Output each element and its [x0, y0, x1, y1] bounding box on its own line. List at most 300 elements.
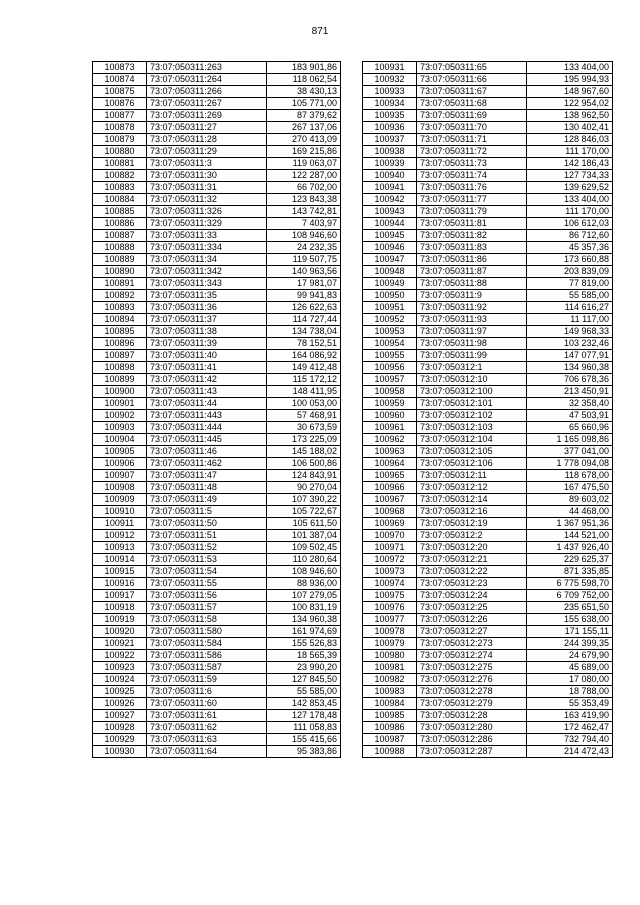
cadastral-number: 73:07:050311:343 [147, 278, 267, 290]
cadastral-number: 73:07:050312:103 [417, 422, 527, 434]
amount: 90 270,04 [267, 482, 341, 494]
amount: 161 974,69 [267, 626, 341, 638]
cadastral-number: 73:07:050311:97 [417, 326, 527, 338]
table-row [93, 182, 341, 194]
table-row [363, 170, 613, 182]
cadastral-number: 73:07:050311:73 [417, 158, 527, 170]
amount: 7 403,97 [267, 218, 341, 230]
cadastral-number: 73:07:050311:88 [417, 278, 527, 290]
table-row [93, 338, 341, 350]
amount: 17 080,00 [527, 674, 613, 686]
amount: 47 503,91 [527, 410, 613, 422]
row-number: 100958 [363, 386, 417, 398]
table-row [93, 638, 341, 650]
table-row [363, 506, 613, 518]
row-number: 100941 [363, 182, 417, 194]
table-row [363, 614, 613, 626]
cadastral-number: 73:07:050311:443 [147, 410, 267, 422]
cadastral-number: 73:07:050312:275 [417, 662, 527, 674]
cadastral-number: 73:07:050311:83 [417, 242, 527, 254]
amount: 66 702,00 [267, 182, 341, 194]
amount: 114 727,44 [267, 314, 341, 326]
row-number: 100962 [363, 434, 417, 446]
cadastral-number: 73:07:050311:6 [147, 686, 267, 698]
table-row [363, 698, 613, 710]
table-row [363, 338, 613, 350]
cadastral-number: 73:07:050311:74 [417, 170, 527, 182]
amount: 169 215,86 [267, 146, 341, 158]
cadastral-number: 73:07:050311:3 [147, 158, 267, 170]
cadastral-number: 73:07:050311:27 [147, 122, 267, 134]
amount: 173 225,09 [267, 434, 341, 446]
amount: 95 383,86 [267, 746, 341, 758]
table-row [93, 494, 341, 506]
table-row [93, 578, 341, 590]
table-row [363, 158, 613, 170]
table-row [363, 266, 613, 278]
row-number: 100967 [363, 494, 417, 506]
cadastral-number: 73:07:050311:93 [417, 314, 527, 326]
right-table [362, 61, 613, 758]
amount: 55 585,00 [267, 686, 341, 698]
row-number: 100916 [93, 578, 147, 590]
cadastral-number: 73:07:050311:62 [147, 722, 267, 734]
table-row [363, 134, 613, 146]
amount: 377 041,00 [527, 446, 613, 458]
row-number: 100922 [93, 650, 147, 662]
row-number: 100977 [363, 614, 417, 626]
cadastral-number: 73:07:050311:587 [147, 662, 267, 674]
amount: 24 232,35 [267, 242, 341, 254]
cadastral-number: 73:07:050311:72 [417, 146, 527, 158]
amount: 1 778 094,08 [527, 458, 613, 470]
cadastral-number: 73:07:050312:102 [417, 410, 527, 422]
row-number: 100879 [93, 134, 147, 146]
table-row [363, 482, 613, 494]
amount: 134 960,38 [527, 362, 613, 374]
table-row [93, 374, 341, 386]
table-row [93, 314, 341, 326]
table-row [93, 290, 341, 302]
table-row [93, 614, 341, 626]
table-row [93, 326, 341, 338]
row-number: 100880 [93, 146, 147, 158]
cadastral-number: 73:07:050311:266 [147, 86, 267, 98]
amount: 148 967,60 [527, 86, 613, 98]
cadastral-number: 73:07:050311:580 [147, 626, 267, 638]
table-row [363, 446, 613, 458]
amount: 1 437 926,40 [527, 542, 613, 554]
row-number: 100939 [363, 158, 417, 170]
cadastral-number: 73:07:050312:1 [417, 362, 527, 374]
amount: 203 839,09 [527, 266, 613, 278]
row-number: 100953 [363, 326, 417, 338]
amount: 270 413,09 [267, 134, 341, 146]
amount: 142 853,45 [267, 698, 341, 710]
amount: 155 638,00 [527, 614, 613, 626]
cadastral-number: 73:07:050312:279 [417, 698, 527, 710]
table-row [93, 134, 341, 146]
table-row [363, 662, 613, 674]
table-row [93, 518, 341, 530]
row-number: 100898 [93, 362, 147, 374]
row-number: 100887 [93, 230, 147, 242]
cadastral-number: 73:07:050311:28 [147, 134, 267, 146]
row-number: 100959 [363, 398, 417, 410]
table-row [93, 686, 341, 698]
amount: 149 412,48 [267, 362, 341, 374]
table-row [93, 98, 341, 110]
row-number: 100878 [93, 122, 147, 134]
row-number: 100894 [93, 314, 147, 326]
row-number: 100976 [363, 602, 417, 614]
row-number: 100960 [363, 410, 417, 422]
cadastral-number: 73:07:050311:87 [417, 266, 527, 278]
amount: 103 232,46 [527, 338, 613, 350]
amount: 128 846,03 [527, 134, 613, 146]
table-row [93, 266, 341, 278]
amount: 55 353,49 [527, 698, 613, 710]
row-number: 100895 [93, 326, 147, 338]
row-number: 100971 [363, 542, 417, 554]
cadastral-number: 73:07:050312:21 [417, 554, 527, 566]
amount: 108 946,60 [267, 230, 341, 242]
table-row [363, 518, 613, 530]
amount: 32 358,40 [527, 398, 613, 410]
amount: 144 521,00 [527, 530, 613, 542]
row-number: 100979 [363, 638, 417, 650]
cadastral-number: 73:07:050311:36 [147, 302, 267, 314]
table-row [93, 698, 341, 710]
cadastral-number: 73:07:050311:30 [147, 170, 267, 182]
row-number: 100965 [363, 470, 417, 482]
amount: 105 722,67 [267, 506, 341, 518]
table-row [363, 278, 613, 290]
amount: 173 660,88 [527, 254, 613, 266]
row-number: 100907 [93, 470, 147, 482]
cadastral-number: 73:07:050312:23 [417, 578, 527, 590]
table-row [363, 578, 613, 590]
cadastral-number: 73:07:050311:37 [147, 314, 267, 326]
cadastral-number: 73:07:050311:57 [147, 602, 267, 614]
table-row [363, 122, 613, 134]
cadastral-number: 73:07:050312:12 [417, 482, 527, 494]
cadastral-number: 73:07:050311:326 [147, 206, 267, 218]
table-row [363, 530, 613, 542]
table-row [93, 350, 341, 362]
table-row [363, 110, 613, 122]
amount: 87 379,62 [267, 110, 341, 122]
table-row [93, 626, 341, 638]
cadastral-number: 73:07:050311:38 [147, 326, 267, 338]
row-number: 100948 [363, 266, 417, 278]
cadastral-number: 73:07:050311:586 [147, 650, 267, 662]
row-number: 100905 [93, 446, 147, 458]
row-number: 100925 [93, 686, 147, 698]
cadastral-number: 73:07:050312:16 [417, 506, 527, 518]
row-number: 100889 [93, 254, 147, 266]
cadastral-number: 73:07:050311:329 [147, 218, 267, 230]
row-number: 100951 [363, 302, 417, 314]
amount: 111 170,00 [527, 146, 613, 158]
table-row [93, 254, 341, 266]
amount: 11 117,00 [527, 314, 613, 326]
cadastral-number: 73:07:050312:22 [417, 566, 527, 578]
amount: 119 507,75 [267, 254, 341, 266]
table-row [363, 566, 613, 578]
row-number: 100938 [363, 146, 417, 158]
table-row [363, 362, 613, 374]
row-number: 100876 [93, 98, 147, 110]
row-number: 100928 [93, 722, 147, 734]
row-number: 100955 [363, 350, 417, 362]
cadastral-number: 73:07:050311:82 [417, 230, 527, 242]
cadastral-number: 73:07:050312:24 [417, 590, 527, 602]
amount: 100 053,00 [267, 398, 341, 410]
cadastral-number: 73:07:050311:61 [147, 710, 267, 722]
amount: 167 475,50 [527, 482, 613, 494]
amount: 1 367 951,36 [527, 518, 613, 530]
row-number: 100901 [93, 398, 147, 410]
row-number: 100927 [93, 710, 147, 722]
row-number: 100970 [363, 530, 417, 542]
amount: 106 612,03 [527, 218, 613, 230]
amount: 124 843,91 [267, 470, 341, 482]
row-number: 100975 [363, 590, 417, 602]
amount: 139 629,52 [527, 182, 613, 194]
row-number: 100983 [363, 686, 417, 698]
cadastral-number: 73:07:050312:278 [417, 686, 527, 698]
amount: 45 357,36 [527, 242, 613, 254]
amount: 44 468,00 [527, 506, 613, 518]
row-number: 100946 [363, 242, 417, 254]
table-row [363, 686, 613, 698]
row-number: 100988 [363, 746, 417, 758]
amount: 140 963,56 [267, 266, 341, 278]
table-row [93, 62, 341, 74]
cadastral-number: 73:07:050311:35 [147, 290, 267, 302]
table-row [363, 422, 613, 434]
table-row [93, 302, 341, 314]
cadastral-number: 73:07:050311:53 [147, 554, 267, 566]
row-number: 100934 [363, 98, 417, 110]
table-row [93, 746, 341, 758]
amount: 148 411,95 [267, 386, 341, 398]
row-number: 100978 [363, 626, 417, 638]
table-row [93, 554, 341, 566]
row-number: 100912 [93, 530, 147, 542]
table-row [93, 506, 341, 518]
row-number: 100940 [363, 170, 417, 182]
row-number: 100974 [363, 578, 417, 590]
row-number: 100890 [93, 266, 147, 278]
amount: 78 152,51 [267, 338, 341, 350]
table-row [363, 710, 613, 722]
amount: 6 775 598,70 [527, 578, 613, 590]
row-number: 100985 [363, 710, 417, 722]
table-row [363, 434, 613, 446]
amount: 229 625,37 [527, 554, 613, 566]
row-number: 100937 [363, 134, 417, 146]
row-number: 100903 [93, 422, 147, 434]
table-row [363, 398, 613, 410]
amount: 123 843,38 [267, 194, 341, 206]
cadastral-number: 73:07:050311:29 [147, 146, 267, 158]
table-row [363, 638, 613, 650]
cadastral-number: 73:07:050312:276 [417, 674, 527, 686]
amount: 55 585,00 [527, 290, 613, 302]
table-row [363, 194, 613, 206]
amount: 149 968,33 [527, 326, 613, 338]
row-number: 100935 [363, 110, 417, 122]
row-number: 100972 [363, 554, 417, 566]
amount: 6 709 752,00 [527, 590, 613, 602]
row-number: 100980 [363, 650, 417, 662]
table-row [93, 398, 341, 410]
table-row [363, 146, 613, 158]
row-number: 100984 [363, 698, 417, 710]
amount: 871 335,85 [527, 566, 613, 578]
cadastral-number: 73:07:050311:33 [147, 230, 267, 242]
amount: 127 845,50 [267, 674, 341, 686]
row-number: 100952 [363, 314, 417, 326]
table-row [93, 434, 341, 446]
row-number: 100910 [93, 506, 147, 518]
amount: 155 415,66 [267, 734, 341, 746]
cadastral-number: 73:07:050312:101 [417, 398, 527, 410]
row-number: 100911 [93, 518, 147, 530]
table-row [363, 326, 613, 338]
table-row [93, 446, 341, 458]
cadastral-number: 73:07:050311:99 [417, 350, 527, 362]
table-row [363, 74, 613, 86]
row-number: 100908 [93, 482, 147, 494]
amount: 122 287,00 [267, 170, 341, 182]
table-row [363, 86, 613, 98]
table-row [93, 242, 341, 254]
cadastral-number: 73:07:050311:79 [417, 206, 527, 218]
amount: 38 430,13 [267, 86, 341, 98]
amount: 155 526,83 [267, 638, 341, 650]
table-row [363, 314, 613, 326]
row-number: 100986 [363, 722, 417, 734]
amount: 732 794,40 [527, 734, 613, 746]
row-number: 100932 [363, 74, 417, 86]
row-number: 100883 [93, 182, 147, 194]
amount: 17 981,07 [267, 278, 341, 290]
cadastral-number: 73:07:050311:63 [147, 734, 267, 746]
cadastral-number: 73:07:050312:274 [417, 650, 527, 662]
cadastral-number: 73:07:050311:40 [147, 350, 267, 362]
table-row [363, 554, 613, 566]
table-row [363, 206, 613, 218]
amount: 133 404,00 [527, 62, 613, 74]
table-row [93, 566, 341, 578]
table-row [93, 542, 341, 554]
table-row [93, 194, 341, 206]
row-number: 100904 [93, 434, 147, 446]
amount: 115 172,12 [267, 374, 341, 386]
amount: 130 402,41 [527, 122, 613, 134]
row-number: 100947 [363, 254, 417, 266]
row-number: 100987 [363, 734, 417, 746]
cadastral-number: 73:07:050311:54 [147, 566, 267, 578]
cadastral-number: 73:07:050311:50 [147, 518, 267, 530]
table-row [93, 218, 341, 230]
amount: 30 673,59 [267, 422, 341, 434]
amount: 24 679,90 [527, 650, 613, 662]
table-row [93, 410, 341, 422]
table-row [93, 650, 341, 662]
amount: 111 170,00 [527, 206, 613, 218]
row-number: 100892 [93, 290, 147, 302]
cadastral-number: 73:07:050312:11 [417, 470, 527, 482]
amount: 127 734,33 [527, 170, 613, 182]
amount: 105 771,00 [267, 98, 341, 110]
cadastral-number: 73:07:050311:9 [417, 290, 527, 302]
cadastral-number: 73:07:050311:52 [147, 542, 267, 554]
row-number: 100914 [93, 554, 147, 566]
table-row [363, 458, 613, 470]
cadastral-number: 73:07:050311:445 [147, 434, 267, 446]
table-row [363, 374, 613, 386]
amount: 235 651,50 [527, 602, 613, 614]
cadastral-number: 73:07:050311:70 [417, 122, 527, 134]
row-number: 100875 [93, 86, 147, 98]
row-number: 100968 [363, 506, 417, 518]
row-number: 100930 [93, 746, 147, 758]
table-row [363, 722, 613, 734]
cadastral-number: 73:07:050311:47 [147, 470, 267, 482]
row-number: 100931 [363, 62, 417, 74]
table-row [93, 458, 341, 470]
amount: 109 502,45 [267, 542, 341, 554]
row-number: 100885 [93, 206, 147, 218]
amount: 107 390,22 [267, 494, 341, 506]
row-number: 100896 [93, 338, 147, 350]
cadastral-number: 73:07:050311:67 [417, 86, 527, 98]
cadastral-number: 73:07:050311:66 [417, 74, 527, 86]
table-row [363, 98, 613, 110]
amount: 172 462,47 [527, 722, 613, 734]
row-number: 100921 [93, 638, 147, 650]
row-number: 100942 [363, 194, 417, 206]
table-row [363, 290, 613, 302]
cadastral-number: 73:07:050311:68 [417, 98, 527, 110]
amount: 145 188,02 [267, 446, 341, 458]
cadastral-number: 73:07:050311:342 [147, 266, 267, 278]
table-row [363, 650, 613, 662]
cadastral-number: 73:07:050312:20 [417, 542, 527, 554]
amount: 107 279,05 [267, 590, 341, 602]
cadastral-number: 73:07:050312:28 [417, 710, 527, 722]
table-row [363, 386, 613, 398]
table-row [363, 350, 613, 362]
row-number: 100874 [93, 74, 147, 86]
row-number: 100926 [93, 698, 147, 710]
table-row [363, 470, 613, 482]
cadastral-number: 73:07:050311:64 [147, 746, 267, 758]
cadastral-number: 73:07:050311:86 [417, 254, 527, 266]
left-table [92, 61, 341, 758]
amount: 133 404,00 [527, 194, 613, 206]
cadastral-number: 73:07:050311:48 [147, 482, 267, 494]
amount: 143 742,81 [267, 206, 341, 218]
row-number: 100944 [363, 218, 417, 230]
amount: 119 063,07 [267, 158, 341, 170]
row-number: 100897 [93, 350, 147, 362]
row-number: 100881 [93, 158, 147, 170]
